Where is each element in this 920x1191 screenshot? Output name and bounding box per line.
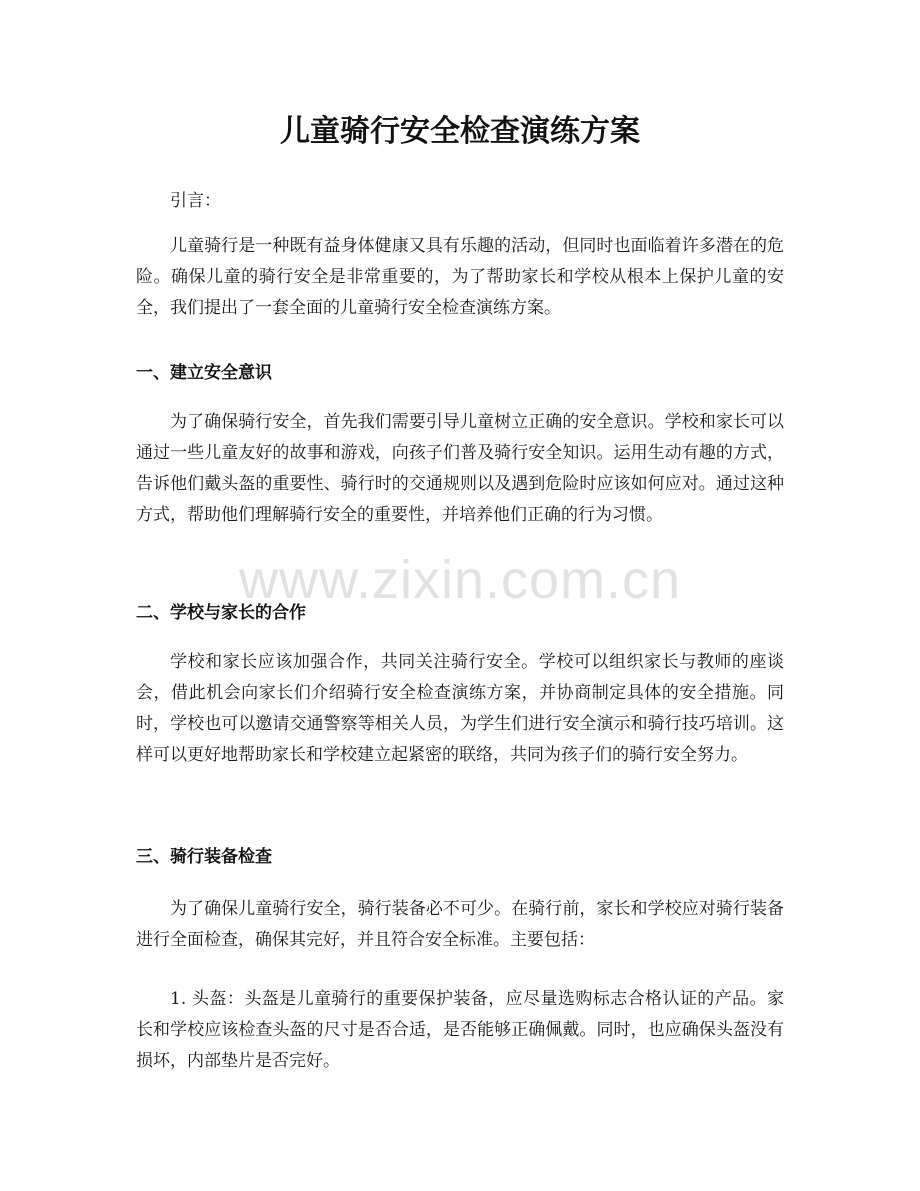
section-heading-3: 三、骑行装备检查 — [136, 847, 272, 867]
intro-label: 引言： — [170, 191, 221, 211]
section-heading-1: 一、建立安全意识 — [136, 363, 272, 383]
section-heading-2: 二、学校与家长的合作 — [136, 603, 306, 623]
section-1-paragraph: 为了确保骑行安全，首先我们需要引导儿童树立正确的安全意识。学校和家长可以通过一些儿童友好的故事和游戏，向孩子们普及骑行安全知识。运用生动有趣的方式，告诉他们戴头盔的重要性、骑行时的交通规则以及遇到危险时应该如何应对。通过这种方式，帮助他们理解骑行安全的重要性，并培养他们正确的行为习惯。 — [136, 412, 784, 525]
document-title: 儿童骑行安全检查演练方案 — [280, 114, 640, 149]
section-2-paragraph: 学校和家长应该加强合作，共同关注骑行安全。学校可以组织家长与教师的座谈会，借此机会向家长们介绍骑行安全检查演练方案，并协商制定具体的安全措施。同时，学校也可以邀请交通警察等相关人员，为学生们进行安全演示和骑行技巧培训。这样可以更好地帮助家长和学校建立起紧密的联络，共同为孩子们的骑行安全努力。 — [136, 652, 784, 765]
section-3-paragraph: 为了确保儿童骑行安全，骑行装备必不可少。在骑行前，家长和学校应对骑行装备进行全面检查，确保其完好，并且符合安全标准。主要包括： — [136, 899, 784, 950]
watermark-text: www.zixin.com.cn — [238, 550, 682, 610]
section-3-list-item-helmet: 1. 头盔：头盔是儿童骑行的重要保护装备，应尽量选购标志合格认证的产品。家长和学校应该检查头盔的尺寸是否合适，是否能够正确佩戴。同时，也应确保头盔没有损坏，内部垫片是否完好。 — [136, 989, 784, 1071]
intro-paragraph: 儿童骑行是一种既有益身体健康又具有乐趣的活动，但同时也面临着许多潜在的危险。确保儿童的骑行安全是非常重要的，为了帮助家长和学校从根本上保护儿童的安全，我们提出了一套全面的儿童骑行安全检查演练方案。 — [136, 236, 784, 318]
